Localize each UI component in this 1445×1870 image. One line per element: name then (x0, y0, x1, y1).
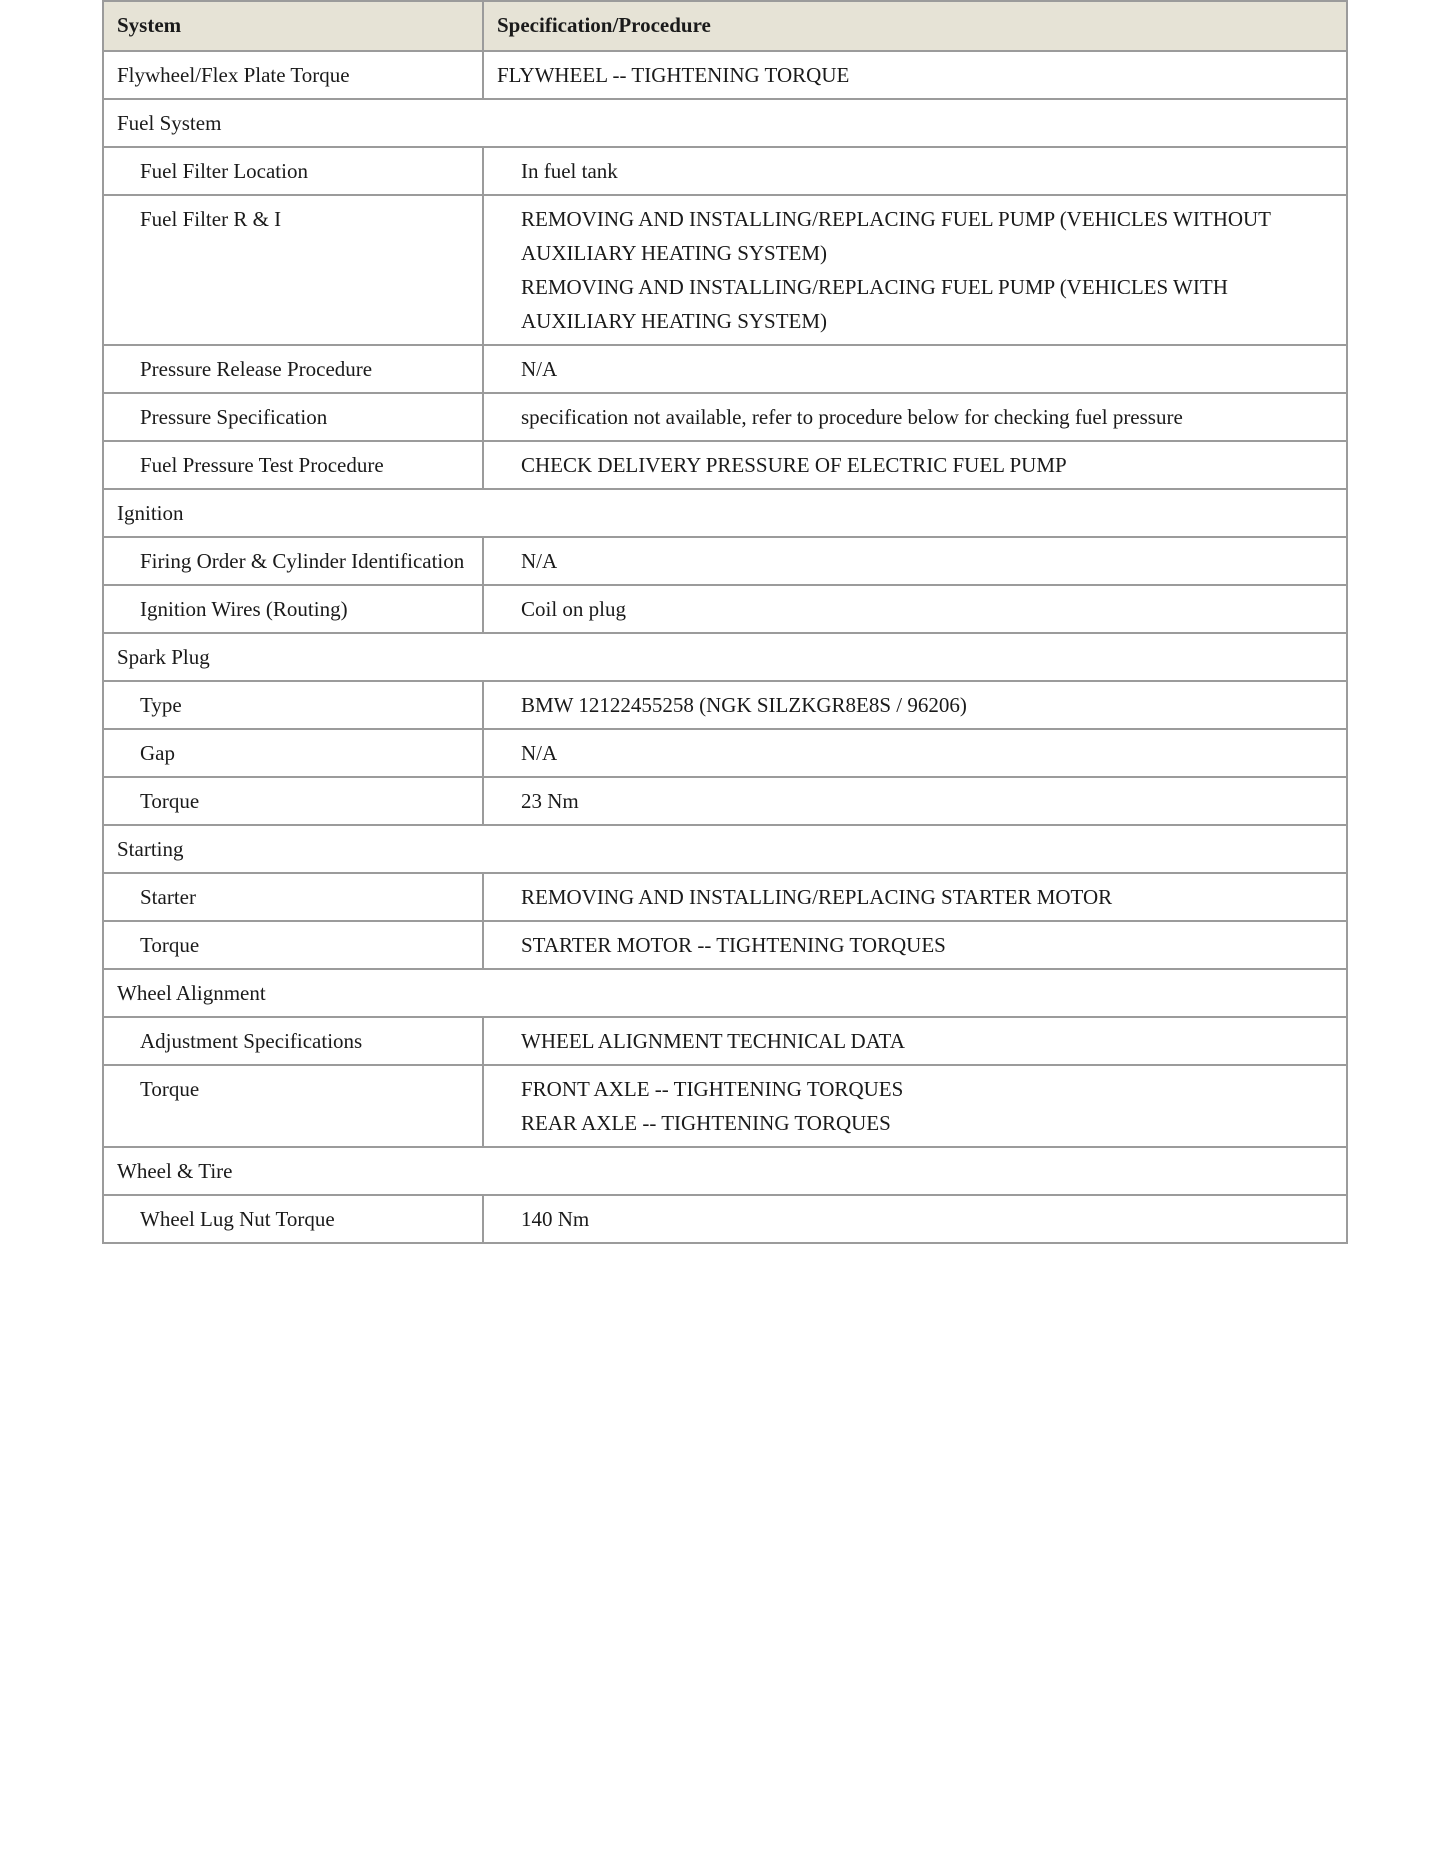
header-specification: Specification/Procedure (483, 1, 1347, 51)
spec-cell (483, 1065, 1347, 1147)
table-row (103, 1017, 1347, 1065)
table-row (103, 1065, 1347, 1147)
spec-line: Coil on plug (521, 597, 627, 621)
spec-table (102, 0, 1348, 1244)
system-cell: Torque (103, 777, 483, 825)
system-cell: Pressure Release Procedure (103, 345, 483, 393)
spec-cell (483, 777, 1347, 825)
spec-cell (483, 873, 1347, 921)
table-row (103, 873, 1347, 921)
system-cell: Firing Order & Cylinder Identification (103, 537, 483, 585)
system-cell: Torque (103, 921, 483, 969)
spec-line: specification not available, refer to procedure below for checking fuel pressure (521, 405, 1183, 429)
spec-line: REMOVING AND INSTALLING/REPLACING STARTER MOTOR (521, 885, 1113, 909)
spec-cell (483, 681, 1347, 729)
spec-cell (483, 1195, 1347, 1243)
spec-cell (483, 585, 1347, 633)
spec-cell (483, 537, 1347, 585)
spec-line: REMOVING AND INSTALLING/REPLACING FUEL PUMP (VEHICLES WITH AUXILIARY HEATING SYSTEM) (521, 275, 1228, 333)
section-row (103, 969, 1347, 1017)
table-row (103, 681, 1347, 729)
spec-line: N/A (521, 357, 558, 381)
spec-line: 140 Nm (521, 1207, 590, 1231)
system-cell: Fuel Pressure Test Procedure (103, 441, 483, 489)
spec-line: 23 Nm (521, 789, 579, 813)
section-row (103, 825, 1347, 873)
table-row (103, 585, 1347, 633)
spec-cell (483, 195, 1347, 345)
spec-cell (483, 1017, 1347, 1065)
section-row (103, 1147, 1347, 1195)
table-row (103, 777, 1347, 825)
section-label: Starting (103, 825, 1347, 873)
spec-cell (483, 729, 1347, 777)
spec-line: FRONT AXLE -- TIGHTENING TORQUES (521, 1077, 904, 1101)
spec-line: N/A (521, 741, 558, 765)
spec-line: CHECK DELIVERY PRESSURE OF ELECTRIC FUEL PUMP (521, 453, 1067, 477)
section-label: Wheel Alignment (103, 969, 1347, 1017)
table-row (103, 1195, 1347, 1243)
system-cell: Type (103, 681, 483, 729)
table-row (103, 345, 1347, 393)
spec-line: REMOVING AND INSTALLING/REPLACING FUEL PUMP (VEHICLES WITHOUT AUXILIARY HEATING SYSTEM) (521, 207, 1271, 265)
system-cell: Adjustment Specifications (103, 1017, 483, 1065)
section-label: Spark Plug (103, 633, 1347, 681)
spec-line: FLYWHEEL -- TIGHTENING TORQUE (497, 63, 850, 87)
section-row (103, 489, 1347, 537)
table-row (103, 921, 1347, 969)
spec-cell (483, 147, 1347, 195)
section-row (103, 633, 1347, 681)
header-system: System (103, 1, 483, 51)
spec-line: WHEEL ALIGNMENT TECHNICAL DATA (521, 1029, 905, 1053)
spec-line: STARTER MOTOR -- TIGHTENING TORQUES (521, 933, 946, 957)
spec-cell (483, 441, 1347, 489)
table-row (103, 393, 1347, 441)
section-label: Fuel System (103, 99, 1347, 147)
system-cell: Starter (103, 873, 483, 921)
section-row (103, 99, 1347, 147)
table-row (103, 441, 1347, 489)
spec-line: N/A (521, 549, 558, 573)
table-row (103, 729, 1347, 777)
section-label: Wheel & Tire (103, 1147, 1347, 1195)
spec-cell (483, 393, 1347, 441)
system-cell: Fuel Filter Location (103, 147, 483, 195)
table-row (103, 51, 1347, 99)
table-row (103, 147, 1347, 195)
section-label: Ignition (103, 489, 1347, 537)
table-header-row (103, 1, 1347, 51)
spec-line: BMW 12122455258 (NGK SILZKGR8E8S / 96206) (521, 693, 967, 717)
system-cell: Fuel Filter R & I (103, 195, 483, 345)
spec-cell (483, 51, 1347, 99)
table-row (103, 195, 1347, 345)
table-row (103, 537, 1347, 585)
system-cell: Wheel Lug Nut Torque (103, 1195, 483, 1243)
system-cell: Ignition Wires (Routing) (103, 585, 483, 633)
spec-line: In fuel tank (521, 159, 618, 183)
spec-line: REAR AXLE -- TIGHTENING TORQUES (521, 1111, 891, 1135)
system-cell: Pressure Specification (103, 393, 483, 441)
table-body (103, 51, 1347, 1243)
system-cell: Torque (103, 1065, 483, 1147)
spec-cell (483, 921, 1347, 969)
system-cell: Flywheel/Flex Plate Torque (103, 51, 483, 99)
system-cell: Gap (103, 729, 483, 777)
spec-cell (483, 345, 1347, 393)
